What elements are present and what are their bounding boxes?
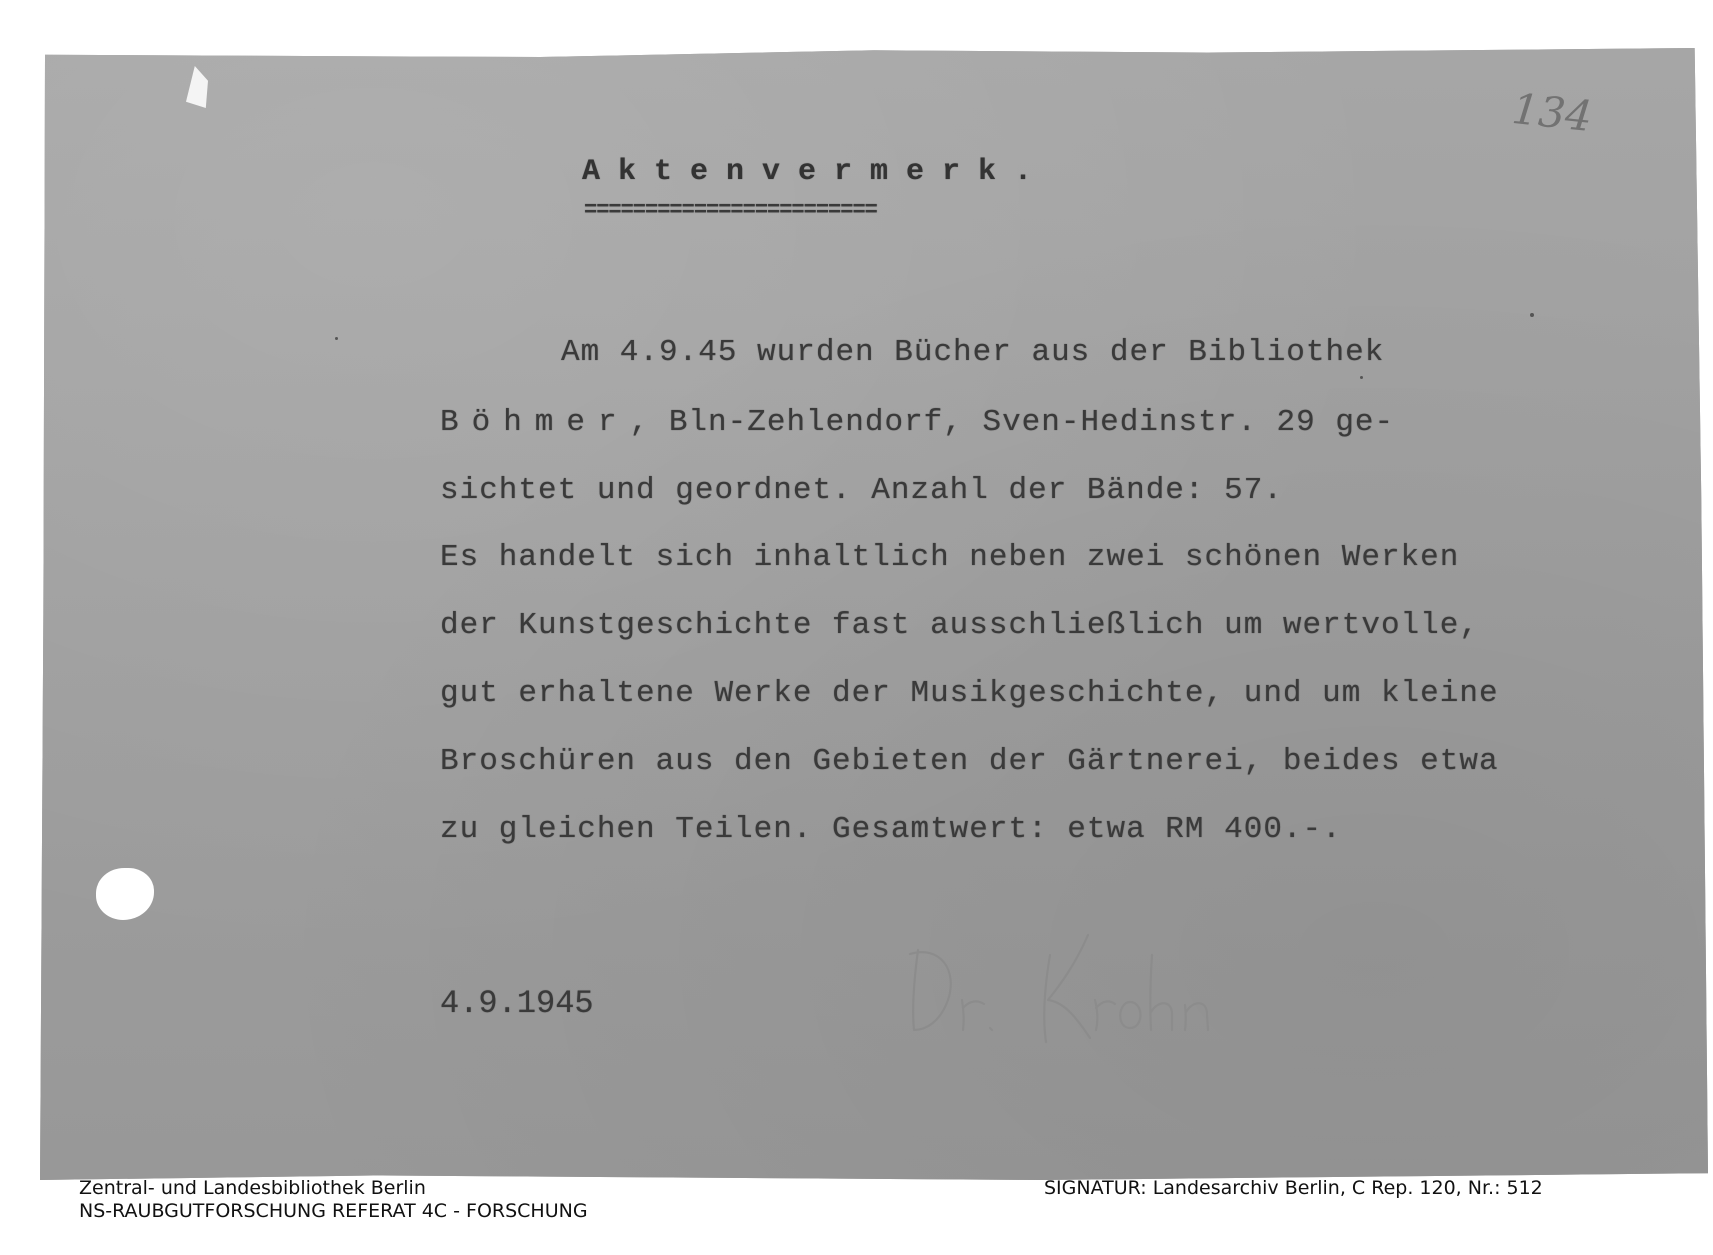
paper-speck: [1530, 313, 1534, 317]
body-line-7: Broschüren aus den Gebieten der Gärtnerei, beides etwa: [440, 744, 1499, 779]
footer-archive-signature: SIGNATUR: Landesarchiv Berlin, C Rep. 120, Nr.: 512: [1044, 1177, 1543, 1199]
body-line-8: zu gleichen Teilen. Gesamtwert: etwa RM 400.-.: [440, 812, 1342, 847]
paper-speck: [1360, 376, 1363, 379]
footer-institution: [79, 1177, 588, 1223]
document-title: Aktenvermerk.: [582, 155, 1051, 189]
address-text: , Bln-Zehlendorf, Sven-Hedinstr. 29 ge-: [629, 405, 1395, 440]
body-line-1: Am 4.9.45 wurden Bücher aus der Bibliothek: [561, 335, 1385, 370]
handwritten-page-number: 134: [1509, 83, 1595, 142]
handwritten-signature: [900, 930, 1280, 1050]
body-line-5: der Kunstgeschichte fast ausschließlich um wertvolle,: [440, 608, 1479, 643]
surname-spaced: Böhmer: [440, 405, 630, 440]
body-line-3: sichtet und geordnet. Anzahl der Bände: 57.: [440, 473, 1283, 508]
document-date: 4.9.1945: [440, 985, 594, 1022]
paper-speck: [335, 337, 338, 340]
footer-signature-reference: [1044, 1177, 1543, 1200]
body-line-6: gut erhaltene Werke der Musikgeschichte, und um kleine: [440, 676, 1499, 711]
body-line-2: [440, 405, 1394, 440]
footer-department: NS-RAUBGUTFORSCHUNG REFERAT 4C - FORSCHUNG: [79, 1200, 588, 1222]
body-line-4: Es handelt sich inhaltlich neben zwei schönen Werken: [440, 540, 1460, 575]
title-underline: ========================: [584, 198, 877, 223]
footer-library-name: Zentral- und Landesbibliothek Berlin: [79, 1177, 426, 1199]
